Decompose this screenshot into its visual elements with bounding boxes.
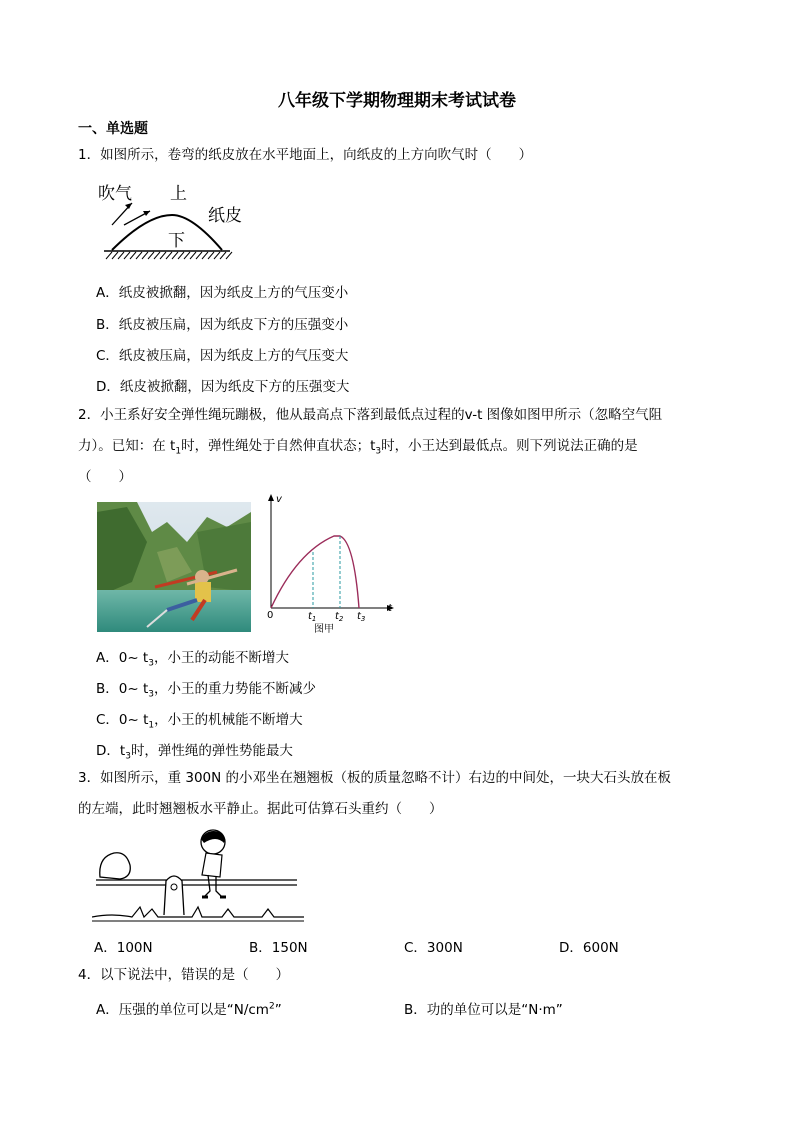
- v-axis-label: v: [276, 494, 282, 505]
- question-1-option-b: B．纸皮被压扁，因为纸皮下方的压强变小: [96, 317, 349, 333]
- question-1-option-d: D．纸皮被掀翻，因为纸皮下方的压强变大: [96, 379, 350, 395]
- question-3-option-d: D．600N: [559, 940, 619, 956]
- question-2-option-a: A．0~ $t_3$，小王的动能不断增大: [96, 650, 289, 669]
- t2-label: $t_2$: [335, 611, 344, 623]
- figure-down-label: 下: [168, 231, 185, 251]
- graph-caption: 图甲: [314, 624, 334, 635]
- question-4-option-a: A．压强的单位可以是“$N/cm^2$”: [96, 1001, 282, 1018]
- question-3-option-b: B．150N: [249, 940, 308, 956]
- bungee-photo: [97, 502, 251, 632]
- section-heading: 一、单选题: [78, 121, 148, 137]
- figure-paper-label: 纸皮: [208, 206, 242, 226]
- figure-blow-label: 吹气: [98, 184, 132, 204]
- question-1-option-c: C．纸皮被压扁，因为纸皮上方的气压变大: [96, 348, 349, 364]
- page-title: 八年级下学期物理期末考试试卷: [278, 91, 516, 111]
- question-3-option-a: A．100N: [94, 940, 153, 956]
- origin-label: 0: [267, 610, 274, 621]
- t-axis-label: t: [388, 603, 392, 614]
- question-1-figure: [92, 175, 262, 265]
- question-2-option-b: B．0~ $t_3$，小王的重力势能不断减少: [96, 681, 316, 700]
- seesaw-figure: [92, 825, 312, 930]
- figure-up-label: 上: [170, 184, 187, 204]
- question-3-line-1: 3．如图所示，重 300N 的小邓坐在翘翘板（板的质量忽略不计）右边的中间处，一块大石头放在板: [78, 770, 672, 786]
- v-t-graph: [262, 490, 402, 635]
- question-2-line-1: 2．小王系好安全弹性绳玩蹦极，他从最高点下落到最低点过程的v-t 图像如图甲所示（忽略空气阻: [78, 407, 663, 423]
- question-2-option-c: C．0~ $t_1$，小王的机械能不断增大: [96, 712, 303, 731]
- question-3-option-c: C．300N: [404, 940, 463, 956]
- t1-label: $t_1$: [308, 611, 317, 623]
- question-4-stem: 4．以下说法中，错误的是（ ）: [78, 967, 290, 983]
- question-2-line-3: （ ）: [78, 469, 132, 485]
- question-1-option-a: A．纸皮被掀翻，因为纸皮上方的气压变小: [96, 285, 349, 301]
- question-2-option-d: D．$t_3$时，弹性绳的弹性势能最大: [96, 743, 293, 762]
- question-4-option-b: B．功的单位可以是“N·m”: [404, 1002, 563, 1018]
- question-2-line-2: 力）。已知：在 $t_1$时，弹性绳处于自然伸直状态；$t_3$时，小王达到最低点。则下列说法正确的是: [78, 438, 638, 457]
- question-3-line-2: 的左端，此时翘翘板水平静止。据此可估算石头重约（ ）: [78, 801, 443, 817]
- question-1-stem: 1．如图所示，卷弯的纸皮放在水平地面上，向纸皮的上方向吹气时（ ）: [78, 147, 533, 163]
- t3-label: $t_3$: [357, 611, 366, 623]
